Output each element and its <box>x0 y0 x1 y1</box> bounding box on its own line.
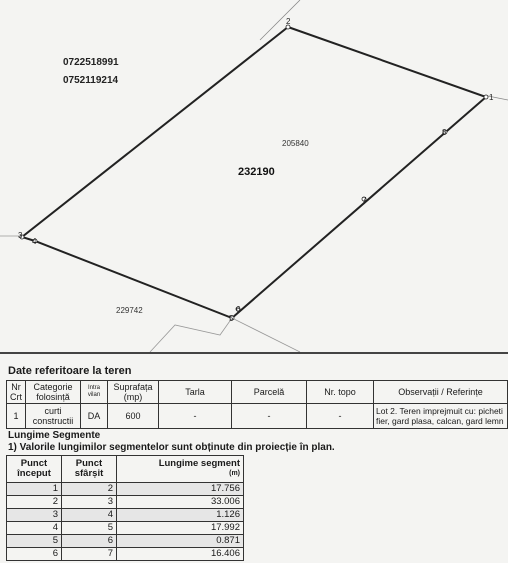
section-separator <box>0 352 508 354</box>
segments-header-row <box>7 456 244 483</box>
header-categorie <box>26 381 81 404</box>
cell-suprafata: 600 <box>108 404 159 429</box>
segment-start-cell: 4 <box>7 522 62 535</box>
header-end-line1: Punct <box>75 458 103 469</box>
point-label-3: 3 <box>18 231 23 240</box>
cell-observatii-line2: fier, gard plasa, calcan, gard lemn <box>376 416 504 426</box>
neighbor-number-right: 205840 <box>282 139 309 148</box>
segment-end-cell: 5 <box>62 522 117 535</box>
header-categorie-line2: folosință <box>36 392 70 402</box>
cell-nr-topo: - <box>307 404 374 429</box>
segment-start-cell: 1 <box>7 483 62 496</box>
segment-length-cell: 17.992 <box>117 522 244 535</box>
segment-start-cell: 6 <box>7 548 62 561</box>
cell-observatii <box>374 404 508 429</box>
cell-categorie-line1: curti <box>44 406 62 416</box>
header-end-line2: sfârșit <box>74 468 104 479</box>
segment-length-cell: 33.006 <box>117 496 244 509</box>
header-intravilan <box>81 381 108 404</box>
table-row <box>7 496 244 509</box>
neighbor-boundary-bottom <box>150 318 300 352</box>
segment-length-cell: 16.406 <box>117 548 244 561</box>
point-label-4: 4 <box>32 237 37 246</box>
header-suprafata-line2: (mp) <box>123 392 143 402</box>
segment-end-cell: 3 <box>62 496 117 509</box>
cell-categorie <box>26 404 81 429</box>
header-length-label: Lungime segment <box>158 458 240 469</box>
header-tarla: Tarla <box>159 381 232 404</box>
cell-tarla: - <box>159 404 232 429</box>
point-marker-1 <box>484 95 488 99</box>
reference-header-row <box>7 381 508 404</box>
segments-heading <box>8 430 335 454</box>
segment-end-cell: 7 <box>62 548 117 561</box>
table-row <box>7 522 244 535</box>
header-start-line2: început <box>17 468 51 479</box>
header-punct-sfarsit <box>62 456 117 483</box>
segment-start-cell: 5 <box>7 535 62 548</box>
point-label-8: 8 <box>442 128 447 137</box>
header-parcela: Parcelă <box>232 381 307 404</box>
phone-number-2: 0752119214 <box>63 75 119 86</box>
point-label-2: 2 <box>286 17 291 26</box>
header-punct-inceput <box>7 456 62 483</box>
header-start-line1: Punct <box>20 458 48 469</box>
header-intravilan-line1: Intra <box>87 385 100 391</box>
segment-end-cell: 6 <box>62 535 117 548</box>
segments-title: Lungime Segmente <box>8 430 101 441</box>
header-nr-topo: Nr. topo <box>307 381 374 404</box>
table-row <box>7 483 244 496</box>
table-row <box>7 535 244 548</box>
reference-data-row <box>7 404 508 429</box>
cell-categorie-line2: constructii <box>32 416 74 426</box>
segment-end-cell: 2 <box>62 483 117 496</box>
header-categorie-line1: Categorie <box>33 382 73 392</box>
cell-parcela: - <box>232 404 307 429</box>
header-length-unit: (m) <box>229 470 240 477</box>
segment-length-cell: 17.756 <box>117 483 244 496</box>
segments-subtitle: 1) Valorile lungimilor segmentelor sunt obținute din proiecție în plan. <box>8 442 335 453</box>
point-label-7: 7 <box>362 196 367 205</box>
header-suprafata-line1: Suprafața <box>113 382 153 392</box>
header-suprafata <box>108 381 159 404</box>
phone-number-1: 0722518991 <box>63 57 119 68</box>
header-lungime-segment <box>117 456 244 483</box>
header-observatii: Observații / Referințe <box>374 381 508 404</box>
point-label-5: 5 <box>229 314 234 323</box>
cell-intravilan: DA <box>81 404 108 429</box>
segment-end-cell: 4 <box>62 509 117 522</box>
land-reference-table <box>6 380 508 429</box>
point-label-6: 6 <box>236 305 241 314</box>
neighbor-number-bottom: 229742 <box>116 306 143 315</box>
segment-length-cell: 0.871 <box>117 535 244 548</box>
header-intravilan-line2: vilan <box>87 392 101 398</box>
cell-observatii-line1: Lot 2. Teren imprejmuit cu: picheti <box>376 406 503 416</box>
table-row <box>7 548 244 561</box>
table-row <box>7 509 244 522</box>
segment-length-cell: 1.126 <box>117 509 244 522</box>
parcel-number: 232190 <box>238 166 275 178</box>
segment-lengths-table <box>6 455 244 561</box>
reference-section-title: Date referitoare la teren <box>8 365 132 377</box>
header-nr-crt <box>7 381 26 404</box>
segment-start-cell: 3 <box>7 509 62 522</box>
segment-start-cell: 2 <box>7 496 62 509</box>
header-crt-line2: Crt <box>10 392 22 402</box>
cell-nr: 1 <box>7 404 26 429</box>
segments-body <box>7 483 244 561</box>
header-nr-line1: Nr <box>11 382 21 392</box>
point-label-1: 1 <box>489 93 494 102</box>
